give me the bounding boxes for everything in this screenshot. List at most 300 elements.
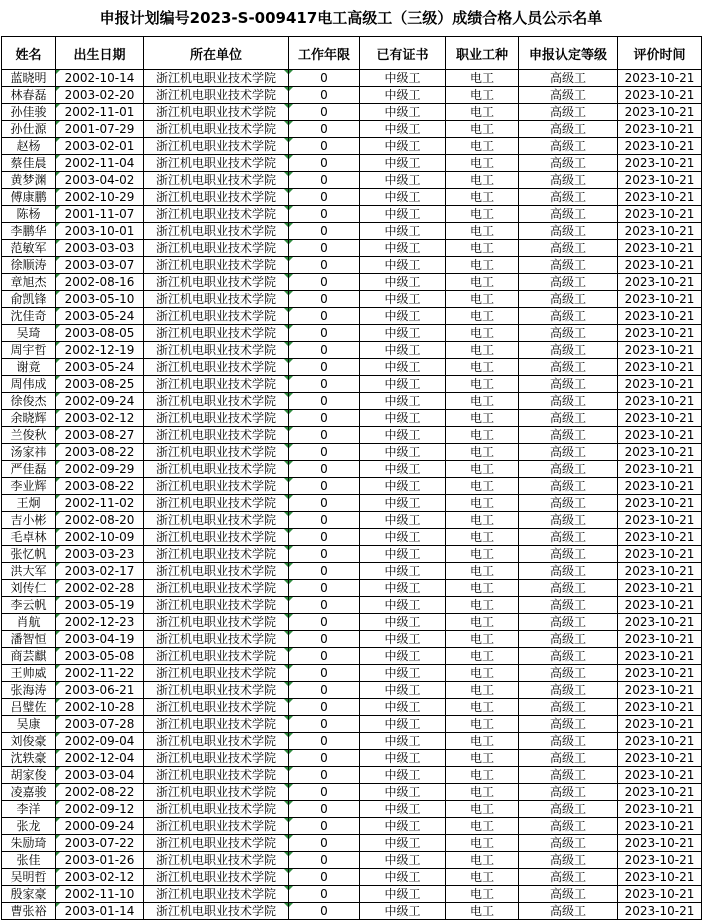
cell-existing-certificate: 中级工	[360, 325, 446, 342]
cell-work-years: 0	[289, 512, 360, 529]
cell-evaluation-date: 2023-10-21	[618, 427, 702, 444]
cell-level: 高级工	[519, 257, 618, 274]
cell-work-years: 0	[289, 818, 360, 835]
cell-name: 潘智恒	[2, 631, 56, 648]
cell-level: 高级工	[519, 682, 618, 699]
header-organization: 所在单位	[144, 37, 289, 70]
cell-existing-certificate: 中级工	[360, 869, 446, 886]
table-row	[2, 291, 702, 308]
cell-evaluation-date: 2023-10-21	[618, 189, 702, 206]
table-row	[2, 818, 702, 835]
cell-organization: 浙江机电职业技术学院	[144, 682, 289, 699]
cell-level: 高级工	[519, 563, 618, 580]
cell-organization: 浙江机电职业技术学院	[144, 716, 289, 733]
cell-existing-certificate: 中级工	[360, 852, 446, 869]
cell-work-years: 0	[289, 444, 360, 461]
table-row	[2, 308, 702, 325]
cell-level: 高级工	[519, 206, 618, 223]
cell-organization: 浙江机电职业技术学院	[144, 546, 289, 563]
cell-evaluation-date: 2023-10-21	[618, 444, 702, 461]
cell-level: 高级工	[519, 665, 618, 682]
cell-work-years: 0	[289, 461, 360, 478]
cell-occupation: 电工	[446, 852, 519, 869]
cell-name: 余晓辉	[2, 410, 56, 427]
cell-birthdate: 2003-05-08	[56, 648, 144, 665]
cell-occupation: 电工	[446, 750, 519, 767]
cell-existing-certificate: 中级工	[360, 784, 446, 801]
table-row	[2, 784, 702, 801]
cell-evaluation-date: 2023-10-21	[618, 138, 702, 155]
cell-occupation: 电工	[446, 546, 519, 563]
cell-level: 高级工	[519, 478, 618, 495]
cell-organization: 浙江机电职业技术学院	[144, 801, 289, 818]
cell-existing-certificate: 中级工	[360, 393, 446, 410]
cell-name: 李洋	[2, 801, 56, 818]
table-row	[2, 342, 702, 359]
cell-evaluation-date: 2023-10-21	[618, 342, 702, 359]
cell-occupation: 电工	[446, 427, 519, 444]
cell-evaluation-date: 2023-10-21	[618, 614, 702, 631]
table-row	[2, 631, 702, 648]
table-row	[2, 699, 702, 716]
cell-level: 高级工	[519, 172, 618, 189]
cell-existing-certificate: 中级工	[360, 257, 446, 274]
cell-name: 陈杨	[2, 206, 56, 223]
cell-occupation: 电工	[446, 291, 519, 308]
cell-work-years: 0	[289, 206, 360, 223]
cell-evaluation-date: 2023-10-21	[618, 580, 702, 597]
cell-name: 李云帆	[2, 597, 56, 614]
table-row	[2, 461, 702, 478]
cell-occupation: 电工	[446, 631, 519, 648]
cell-evaluation-date: 2023-10-21	[618, 512, 702, 529]
cell-occupation: 电工	[446, 495, 519, 512]
cell-level: 高级工	[519, 614, 618, 631]
cell-occupation: 电工	[446, 138, 519, 155]
cell-name: 蓝晓明	[2, 70, 56, 87]
table-row	[2, 155, 702, 172]
cell-organization: 浙江机电职业技术学院	[144, 699, 289, 716]
cell-evaluation-date: 2023-10-21	[618, 597, 702, 614]
cell-birthdate: 2003-08-27	[56, 427, 144, 444]
table-row	[2, 444, 702, 461]
cell-occupation: 电工	[446, 529, 519, 546]
cell-level: 高级工	[519, 291, 618, 308]
cell-birthdate: 2002-12-23	[56, 614, 144, 631]
cell-work-years: 0	[289, 291, 360, 308]
cell-existing-certificate: 中级工	[360, 308, 446, 325]
cell-work-years: 0	[289, 852, 360, 869]
cell-existing-certificate: 中级工	[360, 444, 446, 461]
cell-evaluation-date: 2023-10-21	[618, 87, 702, 104]
cell-name: 李业辉	[2, 478, 56, 495]
cell-name: 刘传仁	[2, 580, 56, 597]
cell-name: 王炯	[2, 495, 56, 512]
cell-work-years: 0	[289, 478, 360, 495]
cell-occupation: 电工	[446, 376, 519, 393]
cell-work-years: 0	[289, 716, 360, 733]
cell-name: 吕璧佐	[2, 699, 56, 716]
cell-organization: 浙江机电职业技术学院	[144, 495, 289, 512]
cell-level: 高级工	[519, 121, 618, 138]
cell-occupation: 电工	[446, 393, 519, 410]
cell-organization: 浙江机电职业技术学院	[144, 393, 289, 410]
cell-birthdate: 2003-02-12	[56, 869, 144, 886]
cell-birthdate: 2002-10-14	[56, 70, 144, 87]
cell-birthdate: 2003-08-22	[56, 444, 144, 461]
cell-name: 张忆帆	[2, 546, 56, 563]
table-row	[2, 648, 702, 665]
cell-evaluation-date: 2023-10-21	[618, 733, 702, 750]
table-row	[2, 427, 702, 444]
cell-occupation: 电工	[446, 206, 519, 223]
cell-level: 高级工	[519, 274, 618, 291]
cell-name: 孙佳骏	[2, 104, 56, 121]
cell-existing-certificate: 中级工	[360, 750, 446, 767]
table-row	[2, 138, 702, 155]
cell-occupation: 电工	[446, 784, 519, 801]
cell-level: 高级工	[519, 87, 618, 104]
cell-occupation: 电工	[446, 580, 519, 597]
cell-work-years: 0	[289, 325, 360, 342]
cell-organization: 浙江机电职业技术学院	[144, 648, 289, 665]
cell-name: 肖航	[2, 614, 56, 631]
cell-existing-certificate: 中级工	[360, 682, 446, 699]
table-row	[2, 512, 702, 529]
cell-existing-certificate: 中级工	[360, 342, 446, 359]
table-row	[2, 614, 702, 631]
cell-organization: 浙江机电职业技术学院	[144, 87, 289, 104]
cell-name: 张海涛	[2, 682, 56, 699]
cell-existing-certificate: 中级工	[360, 529, 446, 546]
cell-level: 高级工	[519, 461, 618, 478]
cell-occupation: 电工	[446, 903, 519, 920]
cell-occupation: 电工	[446, 308, 519, 325]
cell-organization: 浙江机电职业技术学院	[144, 342, 289, 359]
cell-birthdate: 2002-02-28	[56, 580, 144, 597]
cell-occupation: 电工	[446, 410, 519, 427]
cell-organization: 浙江机电职业技术学院	[144, 767, 289, 784]
cell-birthdate: 2002-09-04	[56, 733, 144, 750]
cell-birthdate: 2003-07-22	[56, 835, 144, 852]
cell-birthdate: 2002-10-09	[56, 529, 144, 546]
cell-level: 高级工	[519, 648, 618, 665]
cell-organization: 浙江机电职业技术学院	[144, 818, 289, 835]
cell-evaluation-date: 2023-10-21	[618, 461, 702, 478]
cell-evaluation-date: 2023-10-21	[618, 155, 702, 172]
cell-work-years: 0	[289, 155, 360, 172]
cell-level: 高级工	[519, 750, 618, 767]
header-birthdate: 出生日期	[56, 37, 144, 70]
cell-existing-certificate: 中级工	[360, 138, 446, 155]
table-row	[2, 886, 702, 903]
cell-organization: 浙江机电职业技术学院	[144, 614, 289, 631]
cell-organization: 浙江机电职业技术学院	[144, 240, 289, 257]
table-row	[2, 733, 702, 750]
cell-level: 高级工	[519, 852, 618, 869]
cell-name: 孙仕源	[2, 121, 56, 138]
cell-evaluation-date: 2023-10-21	[618, 886, 702, 903]
cell-level: 高级工	[519, 359, 618, 376]
cell-existing-certificate: 中级工	[360, 359, 446, 376]
cell-existing-certificate: 中级工	[360, 580, 446, 597]
table-row	[2, 767, 702, 784]
cell-work-years: 0	[289, 223, 360, 240]
cell-level: 高级工	[519, 580, 618, 597]
cell-level: 高级工	[519, 342, 618, 359]
cell-occupation: 电工	[446, 274, 519, 291]
cell-name: 曹张裕	[2, 903, 56, 920]
table-row	[2, 121, 702, 138]
table-row	[2, 104, 702, 121]
cell-existing-certificate: 中级工	[360, 172, 446, 189]
table-row	[2, 410, 702, 427]
cell-existing-certificate: 中级工	[360, 87, 446, 104]
cell-work-years: 0	[289, 614, 360, 631]
cell-existing-certificate: 中级工	[360, 376, 446, 393]
cell-birthdate: 2000-09-24	[56, 818, 144, 835]
cell-level: 高级工	[519, 325, 618, 342]
cell-work-years: 0	[289, 87, 360, 104]
cell-birthdate: 2003-03-03	[56, 240, 144, 257]
cell-occupation: 电工	[446, 342, 519, 359]
cell-level: 高级工	[519, 308, 618, 325]
cell-organization: 浙江机电职业技术学院	[144, 784, 289, 801]
cell-organization: 浙江机电职业技术学院	[144, 189, 289, 206]
cell-birthdate: 2002-09-12	[56, 801, 144, 818]
cell-name: 吉小彬	[2, 512, 56, 529]
cell-work-years: 0	[289, 648, 360, 665]
cell-birthdate: 2003-05-24	[56, 359, 144, 376]
table-row	[2, 682, 702, 699]
cell-name: 吴明哲	[2, 869, 56, 886]
cell-evaluation-date: 2023-10-21	[618, 172, 702, 189]
cell-organization: 浙江机电职业技术学院	[144, 869, 289, 886]
cell-existing-certificate: 中级工	[360, 274, 446, 291]
cell-level: 高级工	[519, 784, 618, 801]
cell-organization: 浙江机电职业技术学院	[144, 852, 289, 869]
cell-occupation: 电工	[446, 699, 519, 716]
cell-name: 傅康鹏	[2, 189, 56, 206]
cell-evaluation-date: 2023-10-21	[618, 801, 702, 818]
table-row	[2, 87, 702, 104]
cell-level: 高级工	[519, 189, 618, 206]
cell-birthdate: 2002-09-24	[56, 393, 144, 410]
cell-existing-certificate: 中级工	[360, 903, 446, 920]
cell-work-years: 0	[289, 189, 360, 206]
cell-organization: 浙江机电职业技术学院	[144, 155, 289, 172]
cell-existing-certificate: 中级工	[360, 206, 446, 223]
cell-work-years: 0	[289, 376, 360, 393]
cell-occupation: 电工	[446, 886, 519, 903]
cell-occupation: 电工	[446, 682, 519, 699]
cell-level: 高级工	[519, 903, 618, 920]
cell-occupation: 电工	[446, 444, 519, 461]
cell-evaluation-date: 2023-10-21	[618, 699, 702, 716]
cell-birthdate: 2003-07-28	[56, 716, 144, 733]
cell-organization: 浙江机电职业技术学院	[144, 733, 289, 750]
cell-birthdate: 2002-08-22	[56, 784, 144, 801]
cell-existing-certificate: 中级工	[360, 614, 446, 631]
cell-existing-certificate: 中级工	[360, 546, 446, 563]
cell-work-years: 0	[289, 580, 360, 597]
cell-evaluation-date: 2023-10-21	[618, 546, 702, 563]
table-row	[2, 852, 702, 869]
cell-occupation: 电工	[446, 597, 519, 614]
cell-work-years: 0	[289, 121, 360, 138]
cell-work-years: 0	[289, 546, 360, 563]
cell-organization: 浙江机电职业技术学院	[144, 121, 289, 138]
cell-level: 高级工	[519, 886, 618, 903]
table-row	[2, 665, 702, 682]
cell-name: 刘俊豪	[2, 733, 56, 750]
cell-evaluation-date: 2023-10-21	[618, 70, 702, 87]
cell-work-years: 0	[289, 631, 360, 648]
cell-level: 高级工	[519, 767, 618, 784]
cell-level: 高级工	[519, 104, 618, 121]
table-row	[2, 563, 702, 580]
cell-existing-certificate: 中级工	[360, 495, 446, 512]
cell-name: 王帅威	[2, 665, 56, 682]
cell-evaluation-date: 2023-10-21	[618, 376, 702, 393]
cell-name: 徐顺涛	[2, 257, 56, 274]
cell-existing-certificate: 中级工	[360, 767, 446, 784]
cell-level: 高级工	[519, 444, 618, 461]
cell-organization: 浙江机电职业技术学院	[144, 376, 289, 393]
cell-organization: 浙江机电职业技术学院	[144, 444, 289, 461]
cell-evaluation-date: 2023-10-21	[618, 869, 702, 886]
cell-existing-certificate: 中级工	[360, 240, 446, 257]
cell-occupation: 电工	[446, 461, 519, 478]
cell-evaluation-date: 2023-10-21	[618, 818, 702, 835]
cell-evaluation-date: 2023-10-21	[618, 274, 702, 291]
header-row	[2, 37, 702, 70]
cell-birthdate: 2003-06-21	[56, 682, 144, 699]
cell-birthdate: 2003-03-07	[56, 257, 144, 274]
cell-existing-certificate: 中级工	[360, 461, 446, 478]
cell-evaluation-date: 2023-10-21	[618, 104, 702, 121]
cell-evaluation-date: 2023-10-21	[618, 206, 702, 223]
cell-name: 商芸麒	[2, 648, 56, 665]
cell-organization: 浙江机电职业技术学院	[144, 257, 289, 274]
cell-birthdate: 2003-04-19	[56, 631, 144, 648]
cell-name: 吴琦	[2, 325, 56, 342]
cell-name: 赵杨	[2, 138, 56, 155]
cell-organization: 浙江机电职业技术学院	[144, 512, 289, 529]
cell-level: 高级工	[519, 376, 618, 393]
table-row	[2, 869, 702, 886]
cell-occupation: 电工	[446, 665, 519, 682]
cell-occupation: 电工	[446, 733, 519, 750]
cell-level: 高级工	[519, 733, 618, 750]
table-row	[2, 189, 702, 206]
cell-name: 严佳磊	[2, 461, 56, 478]
cell-birthdate: 2003-05-24	[56, 308, 144, 325]
table-row	[2, 325, 702, 342]
cell-evaluation-date: 2023-10-21	[618, 410, 702, 427]
cell-work-years: 0	[289, 274, 360, 291]
cell-existing-certificate: 中级工	[360, 665, 446, 682]
cell-evaluation-date: 2023-10-21	[618, 631, 702, 648]
cell-work-years: 0	[289, 784, 360, 801]
cell-name: 范敏军	[2, 240, 56, 257]
cell-level: 高级工	[519, 240, 618, 257]
cell-existing-certificate: 中级工	[360, 597, 446, 614]
cell-existing-certificate: 中级工	[360, 716, 446, 733]
cell-organization: 浙江机电职业技术学院	[144, 308, 289, 325]
cell-evaluation-date: 2023-10-21	[618, 257, 702, 274]
cell-birthdate: 2002-09-29	[56, 461, 144, 478]
cell-occupation: 电工	[446, 223, 519, 240]
cell-work-years: 0	[289, 869, 360, 886]
cell-birthdate: 2002-11-10	[56, 886, 144, 903]
cell-organization: 浙江机电职业技术学院	[144, 70, 289, 87]
cell-birthdate: 2002-11-02	[56, 495, 144, 512]
cell-level: 高级工	[519, 835, 618, 852]
cell-work-years: 0	[289, 665, 360, 682]
cell-occupation: 电工	[446, 104, 519, 121]
cell-evaluation-date: 2023-10-21	[618, 223, 702, 240]
cell-occupation: 电工	[446, 70, 519, 87]
header-evaluation-date: 评价时间	[618, 37, 702, 70]
cell-work-years: 0	[289, 342, 360, 359]
cell-work-years: 0	[289, 172, 360, 189]
cell-name: 沈轶豪	[2, 750, 56, 767]
table-row	[2, 495, 702, 512]
table-row	[2, 393, 702, 410]
cell-existing-certificate: 中级工	[360, 648, 446, 665]
cell-birthdate: 2003-02-12	[56, 410, 144, 427]
cell-evaluation-date: 2023-10-21	[618, 529, 702, 546]
cell-level: 高级工	[519, 818, 618, 835]
header-work-years: 工作年限	[289, 37, 360, 70]
cell-evaluation-date: 2023-10-21	[618, 121, 702, 138]
cell-organization: 浙江机电职业技术学院	[144, 410, 289, 427]
cell-work-years: 0	[289, 257, 360, 274]
cell-occupation: 电工	[446, 767, 519, 784]
cell-level: 高级工	[519, 393, 618, 410]
cell-organization: 浙江机电职业技术学院	[144, 580, 289, 597]
cell-birthdate: 2001-11-07	[56, 206, 144, 223]
cell-existing-certificate: 中级工	[360, 104, 446, 121]
cell-occupation: 电工	[446, 240, 519, 257]
cell-existing-certificate: 中级工	[360, 291, 446, 308]
cell-organization: 浙江机电职业技术学院	[144, 325, 289, 342]
cell-evaluation-date: 2023-10-21	[618, 665, 702, 682]
cell-birthdate: 2003-08-25	[56, 376, 144, 393]
cell-name: 汤家祎	[2, 444, 56, 461]
cell-work-years: 0	[289, 427, 360, 444]
cell-organization: 浙江机电职业技术学院	[144, 172, 289, 189]
cell-birthdate: 2003-01-26	[56, 852, 144, 869]
table-row	[2, 240, 702, 257]
cell-work-years: 0	[289, 495, 360, 512]
cell-occupation: 电工	[446, 835, 519, 852]
cell-existing-certificate: 中级工	[360, 189, 446, 206]
cell-work-years: 0	[289, 138, 360, 155]
cell-evaluation-date: 2023-10-21	[618, 308, 702, 325]
cell-organization: 浙江机电职业技术学院	[144, 886, 289, 903]
cell-birthdate: 2003-03-04	[56, 767, 144, 784]
cell-occupation: 电工	[446, 512, 519, 529]
cell-level: 高级工	[519, 512, 618, 529]
cell-birthdate: 2003-02-20	[56, 87, 144, 104]
cell-work-years: 0	[289, 359, 360, 376]
cell-level: 高级工	[519, 716, 618, 733]
cell-name: 吴康	[2, 716, 56, 733]
cell-name: 毛卓林	[2, 529, 56, 546]
cell-organization: 浙江机电职业技术学院	[144, 563, 289, 580]
